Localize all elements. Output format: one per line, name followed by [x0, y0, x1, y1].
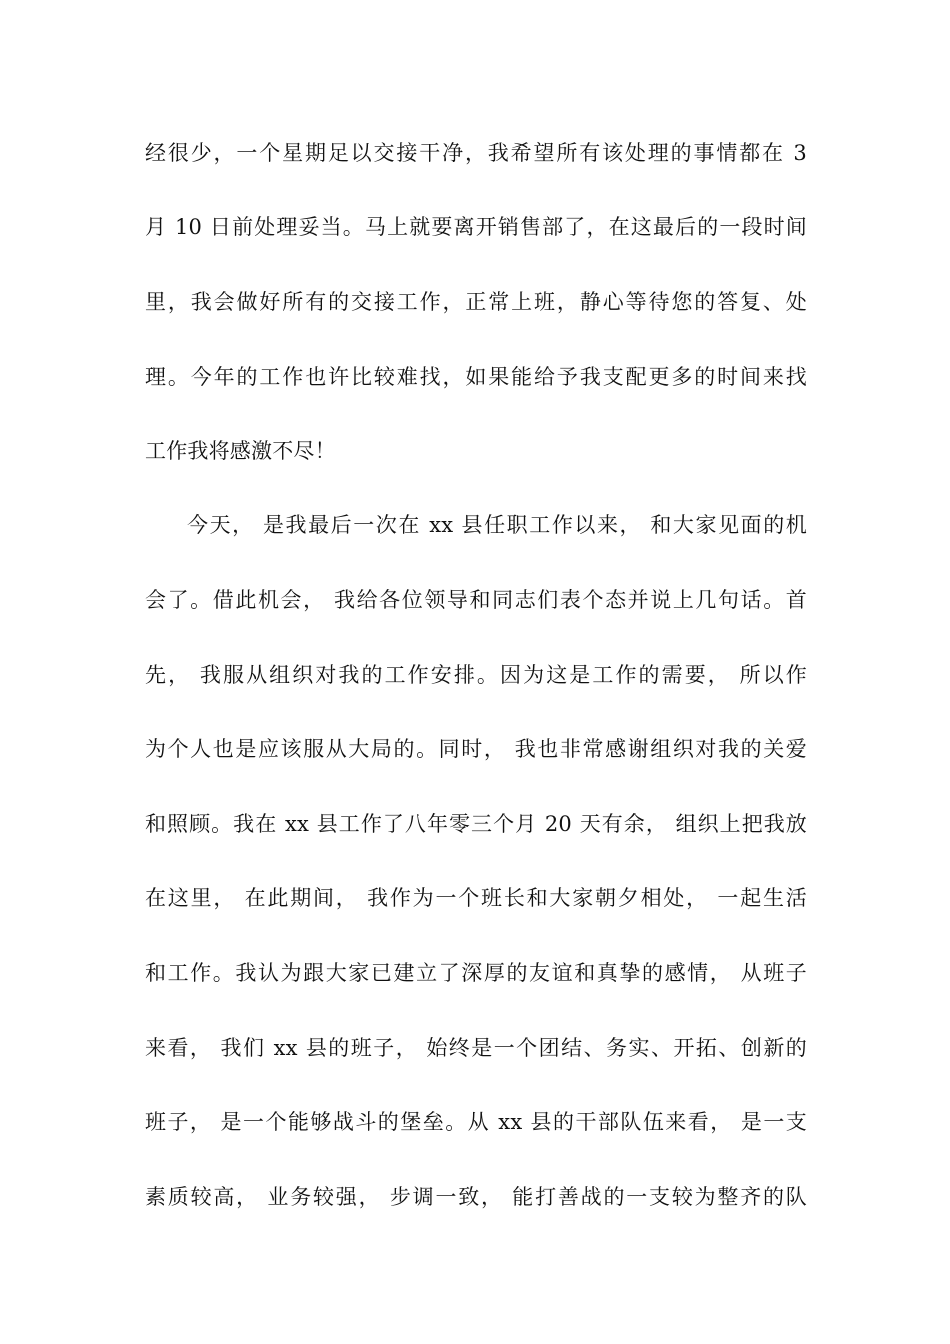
text-line-15: 素质较高， 业务较强， 步调一致， 能打善战的一支较为整齐的队	[145, 1185, 807, 1209]
text-line-13: 来看， 我们 xx 县的班子， 始终是一个团结、务实、开拓、创新的	[145, 1036, 807, 1060]
text-line-1: 经很少，一个星期足以交接干净，我希望所有该处理的事情都在 3	[145, 141, 807, 165]
text-line-11: 在这里， 在此期间， 我作为一个班长和大家朝夕相处， 一起生活	[145, 886, 807, 910]
text-line-3: 里，我会做好所有的交接工作，正常上班，静心等待您的答复、处	[145, 290, 807, 314]
paragraph-first-line: 今天， 是我最后一次在 xx 县任职工作以来， 和大家见面的机	[187, 513, 807, 537]
text-line-4: 理。今年的工作也许比较难找，如果能给予我支配更多的时间来找	[145, 365, 807, 389]
text-line-9: 为个人也是应该服从大局的。同时， 我也非常感谢组织对我的关爱	[145, 737, 807, 761]
text-line-5: 工作我将感激不尽！	[145, 439, 336, 463]
text-line-10: 和照顾。我在 xx 县工作了八年零三个月 20 天有余， 组织上把我放	[145, 812, 807, 836]
text-line-8: 先， 我服从组织对我的工作安排。因为这是工作的需要， 所以作	[145, 663, 807, 687]
text-line-2: 月 10 日前处理妥当。马上就要离开销售部了，在这最后的一段时间	[145, 215, 807, 239]
text-line-7: 会了。借此机会， 我给各位领导和同志们表个态并说上几句话。首	[145, 588, 807, 612]
text-line-12: 和工作。我认为跟大家已建立了深厚的友谊和真挚的感情， 从班子	[145, 961, 807, 985]
text-line-14: 班子， 是一个能够战斗的堡垒。从 xx 县的干部队伍来看， 是一支	[145, 1110, 807, 1134]
